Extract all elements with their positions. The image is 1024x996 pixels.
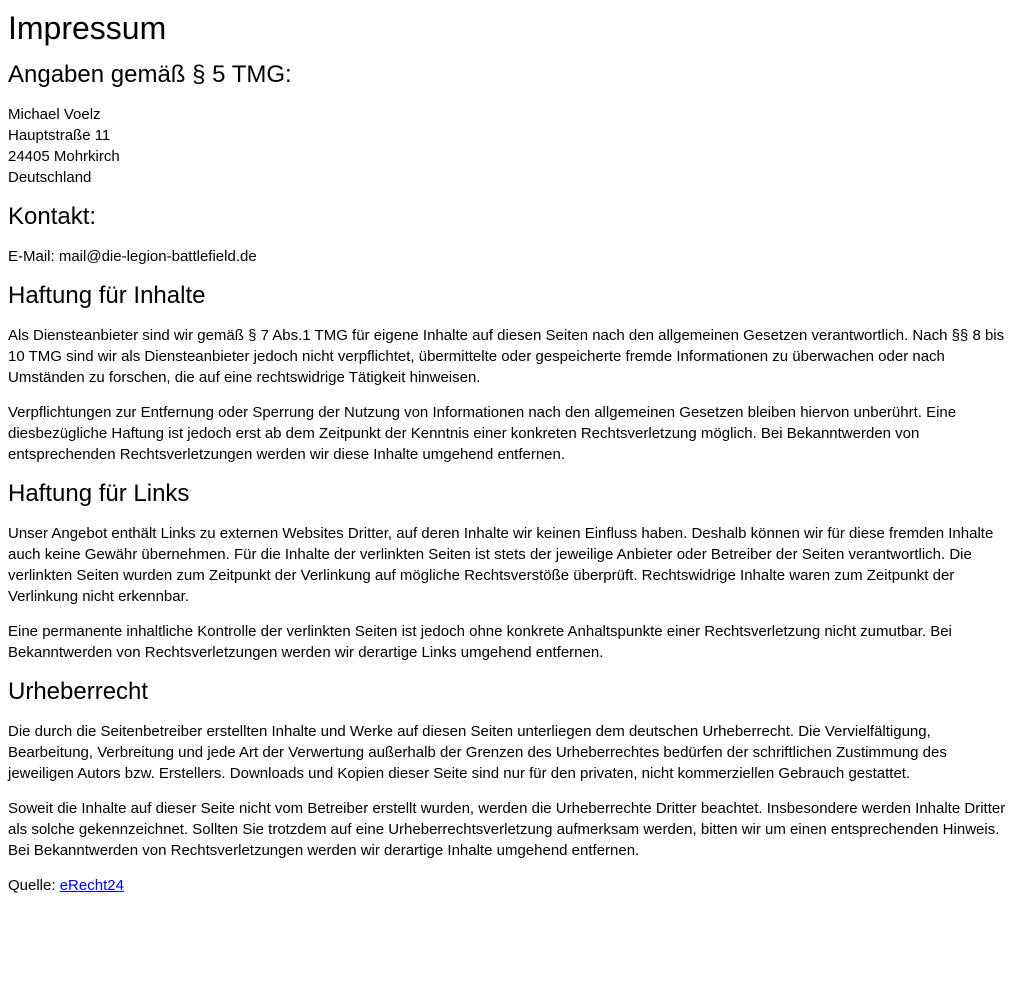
page-title: Impressum xyxy=(8,10,167,46)
address-street: Hauptstraße 11 xyxy=(8,127,111,144)
source-line xyxy=(8,875,1016,896)
section-heading-kontakt: Kontakt: xyxy=(8,203,97,230)
section-heading-angaben: Angaben gemäß § 5 TMG: xyxy=(8,61,292,88)
paragraph: Eine permanente inhaltliche Kontrolle der verlinkten Seiten ist jedoch ohne konkrete Anhaltspunkte einer Rechtsverletzung nicht zumutbar. Bei Bekanntwerden von Rechtsverletzungen werden wir derartige Links umgehend entfernen. xyxy=(8,623,952,661)
section-kontakt xyxy=(8,202,1016,267)
paragraph: Verpflichtungen zur Entfernung oder Sperrung der Nutzung von Informationen nach den allgemeinen Gesetzen bleiben hiervon unberührt. Eine diesbezügliche Haftung ist jedoch erst ab dem Zeitpunkt der Kenntnis einer konkreten Rechtsverletzung möglich. Bei Bekanntwerden von entsprechenden Rechtsverletzungen werden wir diese Inhalte umgehend entfernen. xyxy=(8,404,957,463)
contact-email: E-Mail: mail@die-legion-battlefield.de xyxy=(8,248,257,265)
erecht24-link[interactable]: eRecht24 xyxy=(59,877,124,894)
paragraph: Als Diensteanbieter sind wir gemäß § 7 Abs.1 TMG für eigene Inhalte auf diesen Seiten nach den allgemeinen Gesetzen verantwortlich. Nach §§ 8 bis 10 TMG sind wir als Diensteanbieter jedoch nicht verpflichtet, übermittelte oder gespeicherte fremde Informationen zu überwachen oder nach Umständen zu forschen, die auf eine rechtswidrige Tätigkeit hinweisen. xyxy=(8,327,1005,386)
address-name: Michael Voelz xyxy=(8,106,101,123)
section-heading-haftung-links: Haftung für Links xyxy=(8,480,190,507)
section-angaben xyxy=(8,60,1016,188)
paragraph: Die durch die Seitenbetreiber erstellten Inhalte und Werke auf diesen Seiten unterliegen dem deutschen Urheberrecht. Die Vervielfältigung, Bearbeitung, Verbreitung und jede Art der Verwertung außerhalb der Grenzen des Urheberrechtes bedürfen der schriftlichen Zustimmung des jeweiligen Autors bzw. Erstellers. Downloads und Kopien dieser Seite sind nur für den privaten, nicht kommerziellen Gebrauch gestattet. xyxy=(8,723,947,782)
section-haftung-inhalte xyxy=(8,281,1016,465)
address-country: Deutschland xyxy=(8,169,92,186)
source-label: Quelle: xyxy=(8,877,60,894)
section-haftung-links xyxy=(8,479,1016,663)
paragraph: Unser Angebot enthält Links zu externen Websites Dritter, auf deren Inhalte wir keinen Einfluss haben. Deshalb können wir für diese fremden Inhalte auch keine Gewähr übernehmen. Für die Inhalte der verlinkten Seiten ist stets der jeweilige Anbieter oder Betreiber der Seiten verantwortlich. Die verlinkten Seiten wurden zum Zeitpunkt der Verlinkung auf mögliche Rechtsverstöße überprüft. Rechtswidrige Inhalte waren zum Zeitpunkt der Verlinkung nicht erkennbar. xyxy=(8,525,994,605)
address-block xyxy=(8,104,1016,188)
address-city: 24405 Mohrkirch xyxy=(8,148,120,165)
section-heading-urheberrecht: Urheberrecht xyxy=(8,678,149,705)
section-urheberrecht xyxy=(8,677,1016,861)
section-heading-haftung-inhalte: Haftung für Inhalte xyxy=(8,282,206,309)
paragraph: Soweit die Inhalte auf dieser Seite nicht vom Betreiber erstellt wurden, werden die Urheberrechte Dritter beachtet. Insbesondere werden Inhalte Dritter als solche gekennzeichnet. Sollten Sie trotzdem auf eine Urheberrechtsverletzung aufmerksam werden, bitten wir um einen entsprechenden Hinweis. Bei Bekanntwerden von Rechtsverletzungen werden wir derartige Inhalte umgehend entfernen. xyxy=(8,800,1006,859)
